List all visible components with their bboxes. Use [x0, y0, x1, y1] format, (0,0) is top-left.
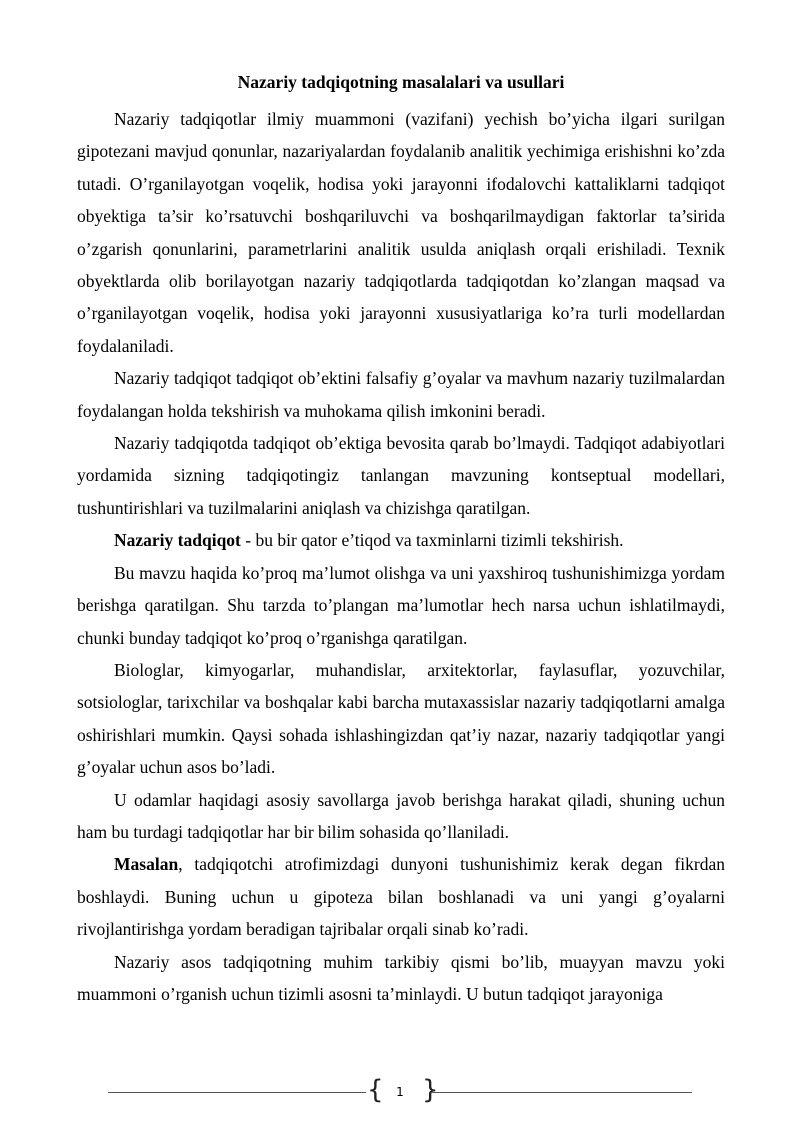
- paragraph-4-bold: Nazariy tadqiqot: [114, 530, 241, 551]
- paragraph-8: [77, 848, 725, 945]
- paragraph-6-text: Biologlar, kimyogarlar, muhandislar, arxitektorlar, faylasuflar, yozuvchilar, sotsiologlar, tarixchilar va boshqalar kabi barcha mutaxassislar nazariy tadqiqotlarni amalga oshirishlari mumkin. Qaysi sohada ishlashingizdan qat’iy nazar, nazariy tadqiqotlar yangi g’oyalar uchun asos bo’ladi.: [77, 659, 725, 778]
- page-number: 1: [396, 1085, 404, 1099]
- paragraph-6: [77, 654, 725, 784]
- paragraph-3: [77, 427, 725, 524]
- paragraph-7-text: U odamlar haqidagi asosiy savollarga javob berishga harakat qiladi, shuning uchun ham bu turdagi tadqiqotlar har bir bilim sohasida qo’llaniladi.: [77, 789, 725, 842]
- paragraph-4-text: - bu bir qator e’tiqod va taxminlarni tizimli tekshirish.: [240, 530, 624, 551]
- paragraph-1-text: Nazariy tadqiqotlar ilmiy muammoni (vazifani) yechish bo’yicha ilgari surilgan gipotezani mavjud qonunlar, nazariyalardan foydalanib analitik yechimiga erishishni ko’zda tutadi. O’rganilayotgan voqelik, hodisa yoki jarayonni ifodalovchi kattaliklarni tadqiqot obyektiga ta’sir ko’rsatuvchi boshqariluvchi va boshqarilmaydigan faktorlar ta’sirida o’zgarish qonunlarini, parametrlarini analitik usulda aniqlash orqali erishiladi. Texnik obyektlarda olib borilayotgan nazariy tadqiqotlarda tadqiqotdan ko’zlangan maqsad va o’rganilayotgan voqelik, hodisa yoki jarayonni xususiyatlariga ko’ra turli modellardan foydalaniladi.: [77, 109, 725, 356]
- paragraph-8-bold: Masalan: [114, 854, 179, 875]
- paragraph-9: [77, 946, 725, 1011]
- footer-rule-right: [431, 1092, 692, 1093]
- footer-rule-left: [108, 1092, 366, 1093]
- document-title: Nazariy tadqiqotning masalalari va usullari: [237, 72, 565, 92]
- footer-brace-right: }: [422, 1075, 439, 1105]
- paragraph-8-text: , tadqiqotchi atrofimizdagi dunyoni tushunishimiz kerak degan fikrdan boshlaydi. Buning uchun u gipoteza bilan boshlanadi va uni yangi g’oyalarni rivojlantirishga yordam beradigan tajribalar orqali sinab ko’radi.: [77, 854, 725, 940]
- paragraph-3-text: Nazariy tadqiqotda tadqiqot ob’ektiga bevosita qarab bo’lmaydi. Tadqiqot adabiyotlari yordamida sizning tadqiqotingiz tanlangan mavzuning kontseptual modellari, tushuntirishlari va tuzilmalarini aniqlash va chizishga qaratilgan.: [77, 433, 725, 518]
- footer-brace-left: {: [367, 1075, 384, 1105]
- paragraph-2: [77, 362, 725, 427]
- paragraph-2-text: Nazariy tadqiqot tadqiqot ob’ektini falsafiy g’oyalar va mavhum nazariy tuzilmalardan foydalangan holda tekshirish va muhokama qilish imkonini beradi.: [77, 368, 725, 421]
- paragraph-4: [77, 524, 725, 556]
- paragraph-9-text: Nazariy asos tadqiqotning muhim tarkibiy qismi bo’lib, muayyan mavzu yoki muammoni o’rganish uchun tizimli asosni ta’minlaydi. U butun tadqiqot jarayoniga: [77, 951, 725, 1004]
- paragraph-5-text: Bu mavzu haqida ko’proq ma’lumot olishga va uni yaxshiroq tushunishimizga yordam berishga qaratilgan. Shu tarzda to’plangan ma’lumotlar hech narsa uchun ishlatilmaydi, chunki bunday tadqiqot ko’proq o’rganishga qaratilgan.: [77, 562, 725, 648]
- paragraph-7: [77, 784, 725, 849]
- paragraph-5: [77, 557, 725, 654]
- document-page: [77, 70, 725, 1010]
- paragraph-1: [77, 103, 725, 362]
- page-footer: [108, 1077, 692, 1107]
